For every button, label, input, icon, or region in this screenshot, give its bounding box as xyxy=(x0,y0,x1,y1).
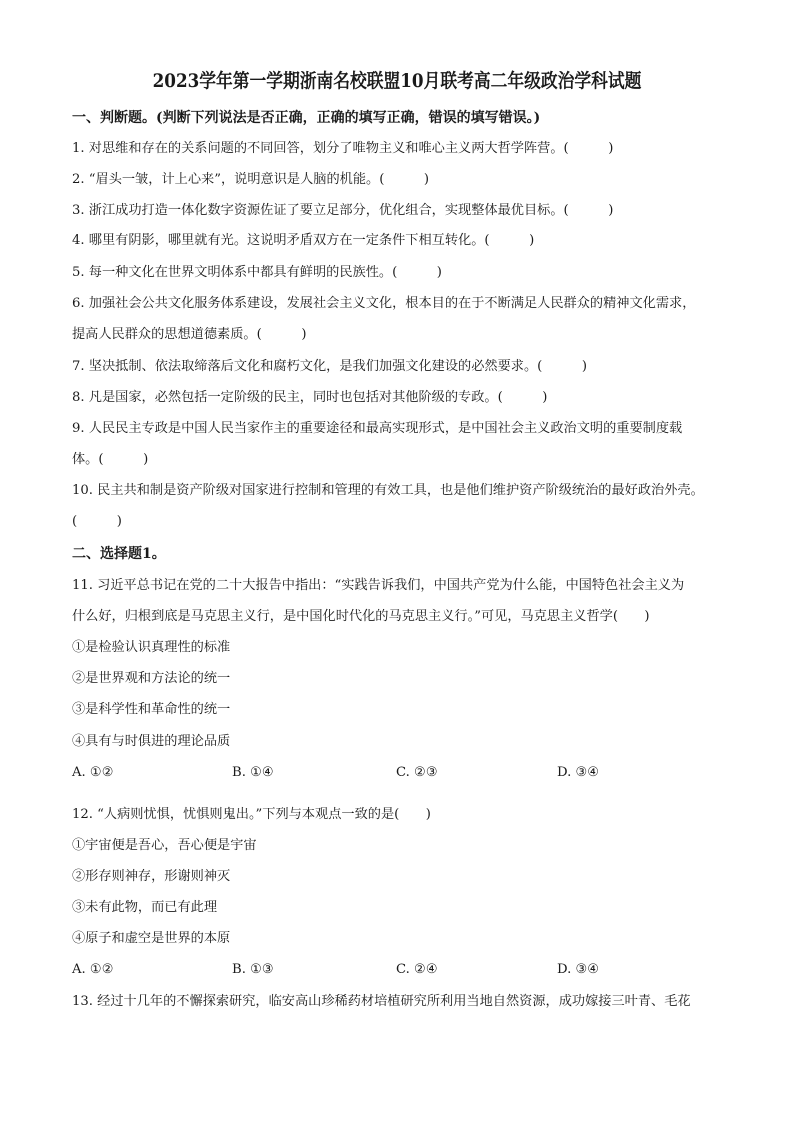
judgment-item-3: 3. 浙江成功打造一体化数字资源佐证了要立足部分，优化组合，实现整体最优目标。( ) xyxy=(72,203,614,218)
judgment-item-10: 10. 民主共和制是资产阶级对国家进行控制和管理的有效工具，也是他们维护资产阶级统治的最好政治外壳。 xyxy=(72,483,704,498)
q11-stem-cont: 什么好，归根到底是马克思主义行，是中国化时代化的马克思主义行。”可见，马克思主义哲学( ) xyxy=(72,609,650,624)
q11-statement-1: ①是检验认识真理性的标准 xyxy=(72,640,231,655)
q12-stem: 12. “人病则忧惧，忧惧则鬼出。”下列与本观点一致的是( ) xyxy=(72,807,431,822)
q12-option-d: D. ③④ xyxy=(557,962,600,977)
q12-statement-1: ①宇宙便是吾心，吾心便是宇宙 xyxy=(72,838,257,853)
q11-option-c: C. ②③ xyxy=(396,765,438,780)
judgment-item-9: 9. 人民民主专政是中国人民当家作主的重要途径和最高实现形式，是中国社会主义政治文明的重要制度载 xyxy=(72,421,683,436)
judgment-item-6-cont: 提高人民群众的思想道德素质。( ) xyxy=(72,327,307,342)
q11-stem: 11. 习近平总书记在党的二十大报告中指出：“实践告诉我们，中国共产党为什么能，中国特色社会主义为 xyxy=(72,578,685,593)
judgment-item-10-cont: ( ) xyxy=(72,514,122,529)
q12-option-a: A. ①② xyxy=(72,962,114,977)
q11-option-d: D. ③④ xyxy=(557,765,600,780)
q11-statement-4: ④具有与时俱进的理论品质 xyxy=(72,734,231,749)
q12-statement-3: ③未有此物，而已有此理 xyxy=(72,900,218,915)
judgment-item-1: 1. 对思维和存在的关系问题的不同回答，划分了唯物主义和唯心主义两大哲学阵营。( ) xyxy=(72,141,614,156)
q13-stem: 13. 经过十几年的不懈探索研究，临安高山珍稀药材培植研究所利用当地自然资源，成功嫁接三叶青、毛花 xyxy=(72,994,691,1009)
q11-statement-3: ③是科学性和革命性的统一 xyxy=(72,702,231,717)
q11-option-a: A. ①② xyxy=(72,765,114,780)
q11-option-b: B. ①④ xyxy=(232,765,274,780)
section2-heading: 二、选择题1。 xyxy=(72,546,166,562)
judgment-item-9-cont: 体。( ) xyxy=(72,452,149,467)
q12-option-b: B. ①③ xyxy=(232,962,274,977)
judgment-item-8: 8. 凡是国家，必然包括一定阶级的民主，同时也包括对其他阶级的专政。( ) xyxy=(72,390,548,405)
judgment-item-5: 5. 每一种文化在世界文明体系中都具有鲜明的民族性。( ) xyxy=(72,265,442,280)
section1-heading: 一、判断题。(判断下列说法是否正确，正确的填写正确，错误的填写错误。) xyxy=(72,110,541,126)
judgment-item-6: 6. 加强社会公共文化服务体系建设，发展社会主义文化，根本目的在于不断满足人民群众的精神文化需求， xyxy=(72,296,696,311)
q12-statement-2: ②形存则神存，形谢则神灭 xyxy=(72,869,231,884)
judgment-item-7: 7. 坚决抵制、依法取缔落后文化和腐朽文化，是我们加强文化建设的必然要求。( ) xyxy=(72,359,587,374)
exam-title: 2023学年第一学期浙南名校联盟10月联考高二年级政治学科试题 xyxy=(152,70,642,92)
q12-option-c: C. ②④ xyxy=(396,962,438,977)
q11-statement-2: ②是世界观和方法论的统一 xyxy=(72,671,231,686)
judgment-item-4: 4. 哪里有阴影，哪里就有光。这说明矛盾双方在一定条件下相互转化。( ) xyxy=(72,233,535,248)
q12-statement-4: ④原子和虚空是世界的本原 xyxy=(72,931,231,946)
judgment-item-2: 2. “眉头一皱，计上心来”，说明意识是人脑的机能。( ) xyxy=(72,172,430,187)
